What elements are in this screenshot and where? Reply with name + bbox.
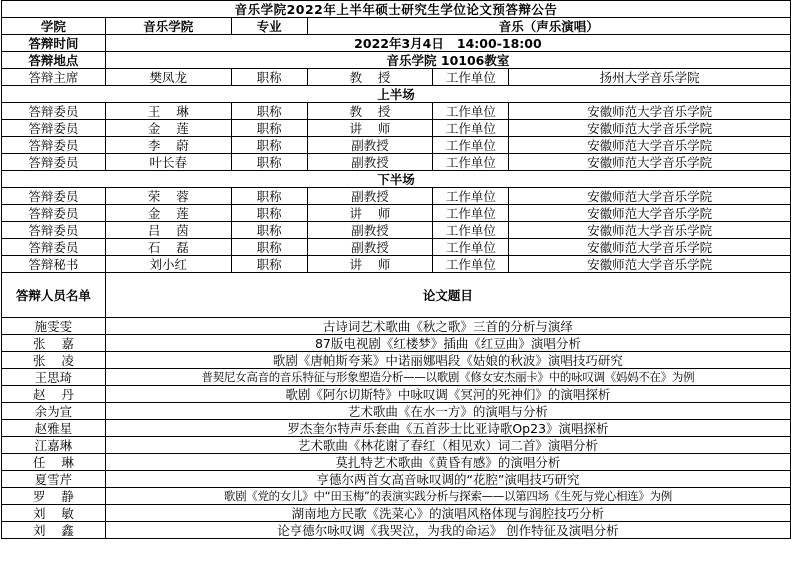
- page-title: 音乐学院2022年上半年硕士研究生学位论文预答辩公告: [2, 1, 791, 18]
- chair-unit: 扬州大学音乐学院: [509, 69, 791, 86]
- candidate-name: 夏雪芹: [2, 471, 106, 488]
- candidate-thesis: 歌剧《阿尔切斯特》中咏叹调《冥河的死神们》的演唱探析: [105, 386, 790, 403]
- member-name: 石 磊: [105, 239, 231, 256]
- candidate-name: 张 嘉: [2, 335, 106, 352]
- candidate-row: [2, 471, 791, 488]
- candidates-name-header: 答辩人员名单: [2, 273, 106, 318]
- announcement-table: [1, 0, 791, 539]
- place-value: 音乐学院 10106教室: [105, 52, 790, 69]
- candidate-thesis: 论亨德尔咏叹调《我哭泣，为我的命运》 创作特征及演唱分析: [105, 522, 790, 539]
- member-unit-label: 工作单位: [433, 205, 509, 222]
- place-label: 答辩地点: [2, 52, 106, 69]
- member-name: 叶长春: [105, 154, 231, 171]
- candidate-thesis: 罗杰奎尔特声乐套曲《五首莎士比亚诗歌Op23》演唱探析: [105, 420, 790, 437]
- member-unit-label: 工作单位: [433, 256, 509, 273]
- member-row: [2, 239, 791, 256]
- candidate-name: 罗 静: [2, 488, 106, 505]
- session-name: 上半场: [2, 86, 791, 103]
- candidate-row: [2, 352, 791, 369]
- member-title-label: 职称: [231, 154, 307, 171]
- member-row: [2, 137, 791, 154]
- member-unit: 安徽师范大学音乐学院: [509, 256, 791, 273]
- member-unit: 安徽师范大学音乐学院: [509, 137, 791, 154]
- member-title: 讲 师: [307, 205, 433, 222]
- member-row: [2, 154, 791, 171]
- member-title-label: 职称: [231, 120, 307, 137]
- member-title: 副教授: [307, 239, 433, 256]
- member-role: 答辩委员: [2, 205, 106, 222]
- member-unit: 安徽师范大学音乐学院: [509, 103, 791, 120]
- candidate-row: [2, 369, 791, 386]
- member-title-label: 职称: [231, 256, 307, 273]
- member-unit: 安徽师范大学音乐学院: [509, 188, 791, 205]
- member-role: 答辩委员: [2, 188, 106, 205]
- candidate-thesis: 艺术歌曲《在水一方》的演唱与分析: [105, 403, 790, 420]
- candidates-thesis-header: 论文题目: [105, 273, 790, 318]
- member-name: 金 莲: [105, 205, 231, 222]
- member-role: 答辩秘书: [2, 256, 106, 273]
- candidate-name: 余为宣: [2, 403, 106, 420]
- candidate-row: [2, 437, 791, 454]
- chair-name: 樊凤龙: [105, 69, 231, 86]
- member-row: [2, 205, 791, 222]
- candidate-name: 赵 丹: [2, 386, 106, 403]
- member-unit: 安徽师范大学音乐学院: [509, 154, 791, 171]
- candidates-header-row: [2, 273, 791, 318]
- time-label: 答辩时间: [2, 35, 106, 52]
- member-unit-label: 工作单位: [433, 188, 509, 205]
- member-role: 答辩委员: [2, 137, 106, 154]
- candidate-thesis: 歌剧《唐帕斯夸莱》中诺丽娜唱段《姑娘的秋波》演唱技巧研究: [105, 352, 790, 369]
- member-title: 副教授: [307, 222, 433, 239]
- member-role: 答辩委员: [2, 120, 106, 137]
- candidate-thesis: 湖南地方民歌《洗菜心》的演唱风格体现与润腔技巧分析: [105, 505, 790, 522]
- member-role: 答辩委员: [2, 222, 106, 239]
- chair-title-label: 职称: [231, 69, 307, 86]
- member-name: 李 蔚: [105, 137, 231, 154]
- member-title-label: 职称: [231, 222, 307, 239]
- major-label: 专业: [231, 18, 307, 35]
- candidate-row: [2, 318, 791, 335]
- member-title: 讲 师: [307, 256, 433, 273]
- member-role: 答辩委员: [2, 154, 106, 171]
- candidate-name: 江嘉琳: [2, 437, 106, 454]
- member-unit-label: 工作单位: [433, 239, 509, 256]
- member-name: 王 琳: [105, 103, 231, 120]
- member-unit: 安徽师范大学音乐学院: [509, 222, 791, 239]
- member-name: 吕 茵: [105, 222, 231, 239]
- member-title: 副教授: [307, 154, 433, 171]
- member-title-label: 职称: [231, 137, 307, 154]
- candidate-name: 张 凌: [2, 352, 106, 369]
- member-role: 答辩委员: [2, 239, 106, 256]
- candidate-row: [2, 386, 791, 403]
- chair-title: 教 授: [307, 69, 433, 86]
- session-name: 下半场: [2, 171, 791, 188]
- member-name: 金 莲: [105, 120, 231, 137]
- member-unit: 安徽师范大学音乐学院: [509, 239, 791, 256]
- candidate-row: [2, 403, 791, 420]
- member-unit-label: 工作单位: [433, 137, 509, 154]
- candidate-thesis: 歌剧《党的女儿》中“田玉梅”的表演实践分析与探索——以第四场《生死与党心相连》为例: [105, 488, 790, 505]
- candidate-row: [2, 454, 791, 471]
- candidate-thesis: 普契尼女高音的音乐特征与形象塑造分析——以歌剧《修女安杰丽卡》中的咏叹调《妈妈不在》为例: [105, 369, 790, 386]
- time-row: [2, 35, 791, 52]
- member-name: 荣 蓉: [105, 188, 231, 205]
- member-unit-label: 工作单位: [433, 222, 509, 239]
- member-name: 刘小红: [105, 256, 231, 273]
- member-title: 讲 师: [307, 120, 433, 137]
- member-row: [2, 103, 791, 120]
- member-unit-label: 工作单位: [433, 154, 509, 171]
- candidate-name: 刘 鑫: [2, 522, 106, 539]
- member-title-label: 职称: [231, 205, 307, 222]
- candidate-thesis: 艺术歌曲《林花谢了春红（相见欢）词二首》演唱分析: [105, 437, 790, 454]
- college-label: 学院: [2, 18, 106, 35]
- secretary-row: [2, 256, 791, 273]
- candidate-name: 王思琦: [2, 369, 106, 386]
- member-title: 教 授: [307, 103, 433, 120]
- member-role: 答辩委员: [2, 103, 106, 120]
- candidate-thesis: 87版电视剧《红楼梦》插曲《红豆曲》演唱分析: [105, 335, 790, 352]
- chair-row: [2, 69, 791, 86]
- member-unit: 安徽师范大学音乐学院: [509, 120, 791, 137]
- candidate-row: [2, 522, 791, 539]
- chair-role: 答辩主席: [2, 69, 106, 86]
- member-title-label: 职称: [231, 239, 307, 256]
- candidate-thesis: 亨德尔两首女高音咏叹调的“花腔”演唱技巧研究: [105, 471, 790, 488]
- session-header-row: [2, 171, 791, 188]
- member-title-label: 职称: [231, 103, 307, 120]
- member-title: 副教授: [307, 188, 433, 205]
- candidate-name: 任 琳: [2, 454, 106, 471]
- session-header-row: [2, 86, 791, 103]
- candidate-name: 赵雅星: [2, 420, 106, 437]
- member-row: [2, 222, 791, 239]
- member-title-label: 职称: [231, 188, 307, 205]
- candidate-row: [2, 488, 791, 505]
- member-title: 副教授: [307, 137, 433, 154]
- place-row: [2, 52, 791, 69]
- chair-unit-label: 工作单位: [433, 69, 509, 86]
- member-row: [2, 188, 791, 205]
- candidate-thesis: 古诗词艺术歌曲《秋之歌》三首的分析与演绎: [105, 318, 790, 335]
- member-unit-label: 工作单位: [433, 103, 509, 120]
- candidate-row: [2, 505, 791, 522]
- candidate-name: 施雯雯: [2, 318, 106, 335]
- college-value: 音乐学院: [105, 18, 231, 35]
- candidate-row: [2, 420, 791, 437]
- member-unit-label: 工作单位: [433, 120, 509, 137]
- member-row: [2, 120, 791, 137]
- candidate-name: 刘 敏: [2, 505, 106, 522]
- candidate-thesis: 莫扎特艺术歌曲《黄昏有感》的演唱分析: [105, 454, 790, 471]
- college-row: [2, 18, 791, 35]
- candidate-row: [2, 335, 791, 352]
- time-value: 2022年3月4日 14:00-18:00: [105, 35, 790, 52]
- member-unit: 安徽师范大学音乐学院: [509, 205, 791, 222]
- major-value: 音乐（声乐演唱）: [307, 18, 790, 35]
